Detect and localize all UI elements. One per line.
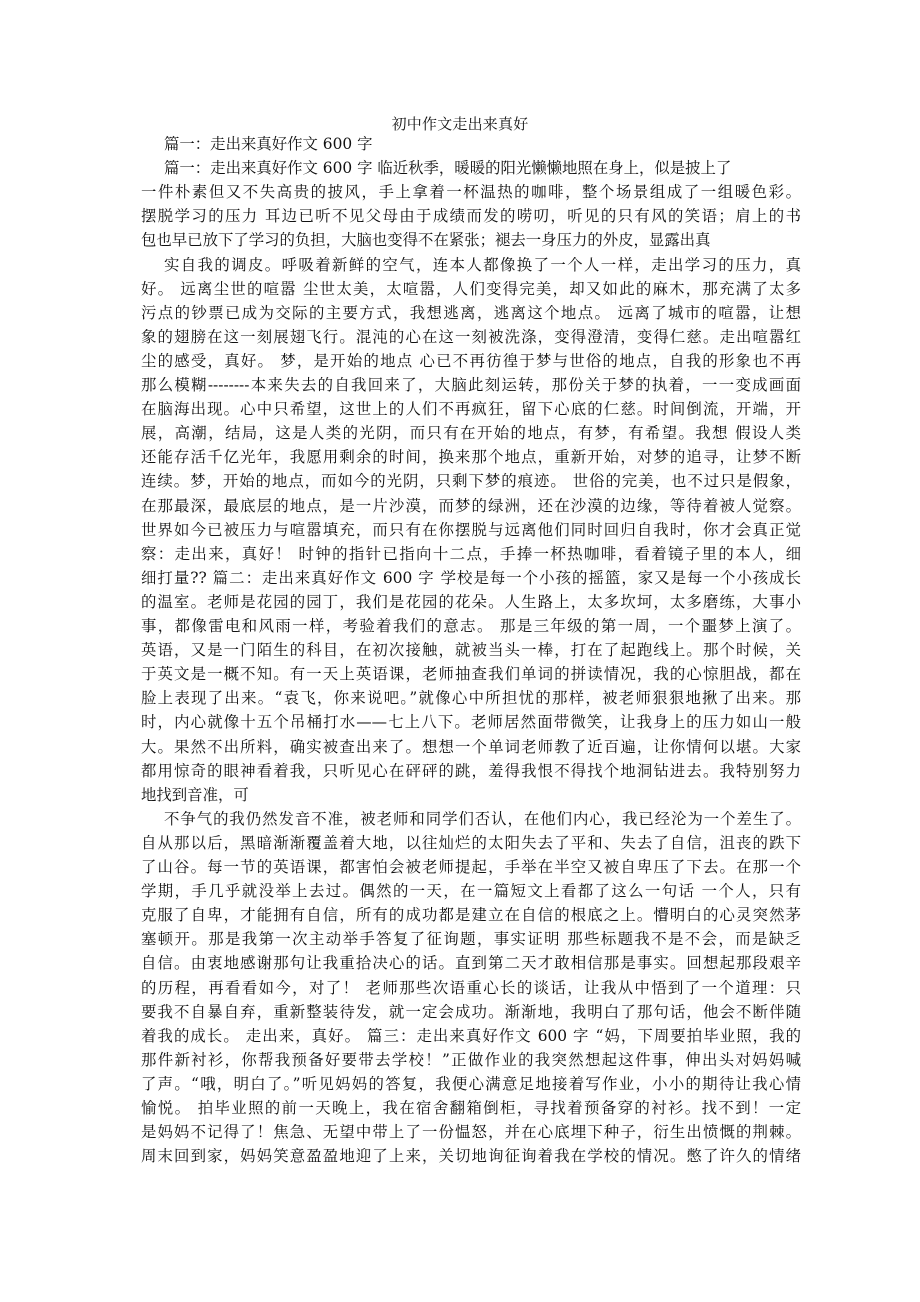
text-line: 周末回到家，妈妈笑意盈盈地迎了上来，关切地询征询着我在学校的情况。憋了许久的情绪 bbox=[141, 1147, 801, 1165]
text-line: 还能存活千亿光年，我愿用剩余的时间，换来那个地点，重新开始，对梦的追寻，让梦不断 bbox=[141, 448, 801, 466]
text-line: 象的翅膀在这一刻展翅飞行。混沌的心在这一刻被洗涤，变得澄清，变得仁慈。走出喧嚣红 bbox=[141, 328, 801, 346]
text-line: 世界如今已被压力与喧嚣填充，而只有在你摆脱与远离他们同时回归自我时，你才会真正觉 bbox=[141, 521, 801, 539]
text-line: 都用惊奇的眼神看着我，只听见心在砰砰的跳，羞得我恨不得找个地洞钻进去。我特别努力 bbox=[141, 762, 801, 780]
text-line: 自信。由衷地感谢那句让我重拾决心的话。直到第二天才敢相信那是事实。回想起那段艰辛 bbox=[141, 954, 801, 972]
text-line: 连续。梦，开始的地点，而如今的光阴，只剩下梦的痕迹。 世俗的完美，也不过只是假象， bbox=[141, 472, 801, 490]
text-line: 实自我的调皮。呼吸着新鲜的空气，连本人都像换了一个人一样，走出学习的压力，真 bbox=[164, 256, 801, 274]
text-line: 一件朴素但又不失高贵的披风，手上拿着一杯温热的咖啡，整个场景组成了一组暖色彩。 bbox=[141, 183, 801, 201]
text-line: 时，内心就像十五个吊桶打水——七上八下。老师居然面带微笑，让我身上的压力如山一般 bbox=[141, 713, 801, 731]
text-line: 克服了自卑，才能拥有自信，所有的成功都是建立在自信的根底之上。懵明白的心灵突然茅 bbox=[141, 906, 801, 924]
text-line: 的历程，再看看如今，对了！ 老师那些次语重心长的谈话，让我从中悟到了一个道理：只 bbox=[141, 979, 801, 997]
text-line: 于英文是一概不知。有一天上英语课，老师抽查我们单词的拼读情况，我的心惊胆战，都在 bbox=[141, 665, 801, 683]
text-line: 自从那以后，黑暗渐渐覆盖着大地，以往灿烂的太阳失去了平和、失去了自信，沮丧的跌下 bbox=[141, 834, 801, 852]
text-line: 学期，手几乎就没举上去过。偶然的一天，在一篇短文上看都了这么一句话 一个人，只有 bbox=[141, 882, 801, 900]
text-line: 愉悦。 拍毕业照的前一天晚上，我在宿舍翻箱倒柜，寻找着预备穿的衬衫。找不到！一定 bbox=[141, 1099, 801, 1117]
text-line: 污点的钞票已成为交际的主要方式，我想逃离，逃离这个地点。 远离了城市的喧嚣，让想 bbox=[141, 304, 801, 322]
text-line: 不争气的我仍然发音不准，被老师和同学们否认，在他们内心，我已经沦为一个差生了。 bbox=[164, 810, 801, 828]
text-line: 是妈妈不记得了！焦急、无望中带上了一份愠怒，并在心底埋下种子，衍生出愤慨的荆棘。 bbox=[141, 1123, 801, 1141]
text-line: 那么模糊--------本来失去的自我回来了，大脑此刻运转，那份关于梦的执着，一一变成画面 bbox=[141, 376, 801, 394]
text-line: 尘的感受，真好。 梦，是开始的地点 心已不再彷徨于梦与世俗的地点，自我的形象也不再 bbox=[141, 352, 801, 370]
text-line: 在那最深，最底层的地点，是一片沙漠，而梦的绿洲，还在沙漠的边缘，等待着被人觉察。 bbox=[141, 497, 801, 515]
text-line: 包也早已放下了学习的负担，大脑也变得不在紧张；褪去一身压力的外皮，显露出真 bbox=[141, 231, 711, 249]
document-title: 初中作文走出来真好 bbox=[391, 115, 529, 133]
text-line: 脸上表现了出来。“袁飞，你来说吧。”就像心中所担忧的那样，被老师狠狠地揪了出来。那 bbox=[141, 689, 801, 707]
text-line: 地找到音准，可 bbox=[141, 786, 249, 804]
text-line: 细打量?? 篇二：走出来真好作文 600 字 学校是每一个小孩的摇篮，家又是每一个小孩成长 bbox=[141, 569, 801, 587]
text-line: 那件新衬衫，你帮我预备好要带去学校！”正做作业的我突然想起这件事，伸出头对妈妈喊 bbox=[141, 1051, 801, 1069]
text-line: 塞顿开。那是我第一次主动举手答复了征询题，事实证明 那些标题我不是不会，而是缺乏 bbox=[141, 930, 801, 948]
text-line: 篇一：走出来真好作文 600 字 临近秋季，暖暖的阳光懒懒地照在身上，似是披上了 bbox=[164, 159, 732, 177]
text-line: 的温室。老师是花园的园丁，我们是花园的花朵。人生路上，太多坎坷，太多磨练，大事小 bbox=[141, 593, 801, 611]
text-line: 着我的成长。 走出来，真好。 篇三：走出来真好作文 600 字 “妈，下周要拍毕业照，我的 bbox=[141, 1027, 801, 1045]
text-line: 了声。“哦，明白了。”听见妈妈的答复，我便心满意足地接着写作业，小小的期待让我心情 bbox=[141, 1075, 801, 1093]
text-line: 好。 远离尘世的喧嚣 尘世太美，太喧嚣，人们变得完美，却又如此的麻木，那充满了太多 bbox=[141, 280, 801, 298]
text-line: 察：走出来，真好！ 时钟的指针已指向十二点，手捧一杯热咖啡，看着镜子里的本人，细 bbox=[141, 545, 801, 563]
text-line: 摆脱学习的压力 耳边已听不见父母由于成绩而发的唠叨，听见的只有风的笑语；肩上的书 bbox=[141, 207, 801, 225]
text-line: 事，都像雷电和风雨一样，考验着我们的意志。 那是三年级的第一周，一个噩梦上演了。 bbox=[141, 617, 801, 635]
text-line: 在脑海出现。心中只希望，这世上的人们不再疯狂，留下心底的仁慈。时间倒流，开端，开 bbox=[141, 400, 801, 418]
text-line: 英语，又是一门陌生的科目，在初次接触，就被当头一棒，打在了起跑线上。那个时候，关 bbox=[141, 641, 801, 659]
text-line: 了山谷。每一节的英语课，都害怕会被老师提起，手举在半空又被自卑压了下去。在那一个 bbox=[141, 858, 801, 876]
text-line: 篇一：走出来真好作文 600 字 bbox=[164, 135, 373, 153]
text-line: 大。果然不出所料，确实被查出来了。想想一个单词老师教了近百遍，让你情何以堪。大家 bbox=[141, 738, 801, 756]
text-line: 要我不自暴自弃，重新整装待发，就一定会成功。渐渐地，我明白了那句话，他会不断伴随 bbox=[141, 1003, 801, 1021]
text-line: 展，高潮，结局，这是人类的光阴，而只有在开始的地点，有梦，有希望。我想 假设人类 bbox=[141, 424, 801, 442]
